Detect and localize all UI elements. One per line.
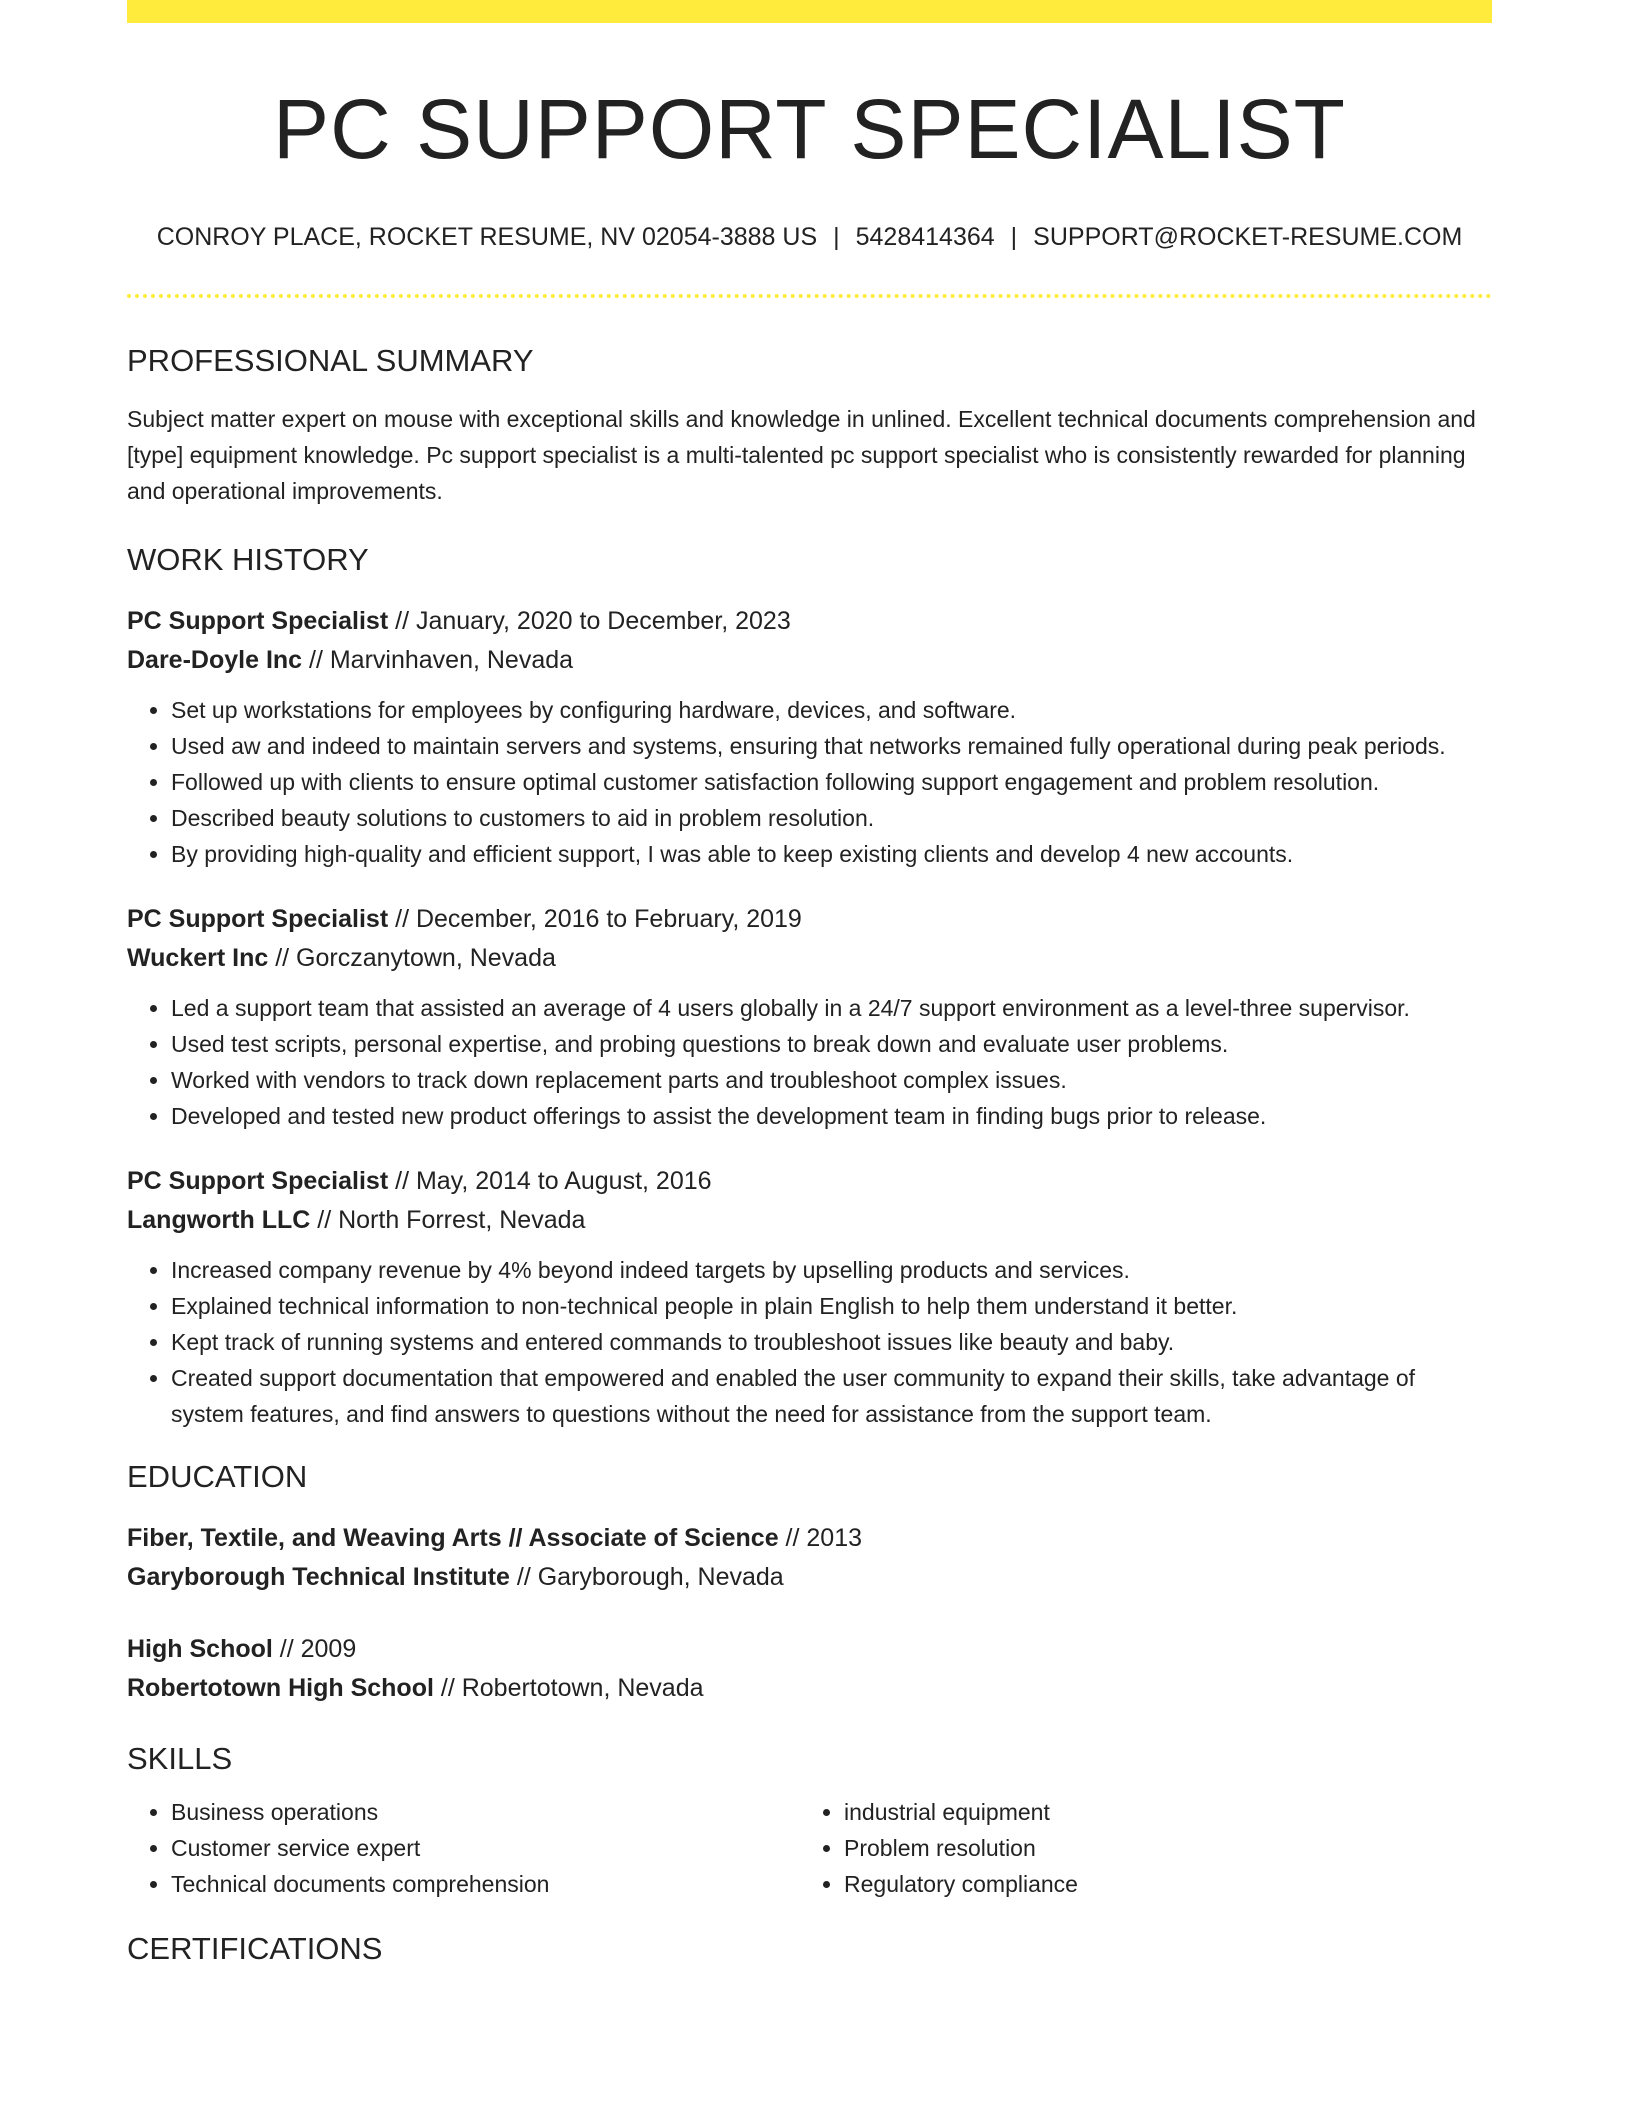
contact-separator: | bbox=[1010, 223, 1018, 252]
skill-item: • Business operations bbox=[171, 1794, 800, 1830]
job-company-line bbox=[127, 939, 1492, 978]
job-bullet: • Used test scripts, personal expertise, and probing questions to break down and evaluate user problems. bbox=[171, 1026, 1492, 1062]
job-bullet: • Created support documentation that empowered and enabled the user community to expand their skills, take advantage of system features, and find answers to questions without the need for assistance from the support team. bbox=[171, 1360, 1492, 1432]
job-bullet: • By providing high-quality and efficient support, I was able to keep existing clients and develop 4 new accounts. bbox=[171, 836, 1492, 872]
education-entry bbox=[127, 1519, 1492, 1597]
job-bullet: • Led a support team that assisted an average of 4 users globally in a 24/7 support environment as a level-three supervisor. bbox=[171, 990, 1492, 1026]
job-role: PC Support Specialist bbox=[127, 607, 389, 636]
job-bullet: • Developed and tested new product offerings to assist the development team in finding bugs prior to release. bbox=[171, 1098, 1492, 1134]
job-bullets bbox=[127, 692, 1492, 872]
job-bullet: • Described beauty solutions to customers to aid in problem resolution. bbox=[171, 800, 1492, 836]
job-bullet: • Explained technical information to non-technical people in plain English to help them understand it better. bbox=[171, 1288, 1492, 1324]
resume-page bbox=[127, 0, 1492, 1967]
education-school: Garyborough Technical Institute bbox=[127, 1563, 510, 1592]
section-title-work-history: WORK HISTORY bbox=[127, 542, 369, 578]
job-role: PC Support Specialist bbox=[127, 1167, 389, 1196]
contact-separator: | bbox=[833, 223, 840, 252]
education-degree-line bbox=[127, 1519, 1492, 1558]
contact-address: CONROY PLACE, ROCKET RESUME, NV 02054-3888 US bbox=[156, 223, 818, 252]
skill-item: • industrial equipment bbox=[844, 1794, 1473, 1830]
job-bullets bbox=[127, 1252, 1492, 1432]
job-dates: // May, 2014 to August, 2016 bbox=[388, 1167, 712, 1196]
contact-email[interactable]: SUPPORT@ROCKET-RESUME.COM bbox=[1033, 223, 1463, 252]
education-year: // 2013 bbox=[778, 1524, 863, 1553]
dotted-divider bbox=[127, 294, 1492, 298]
contact-line bbox=[127, 221, 1492, 254]
job-bullet: • Used aw and indeed to maintain servers and systems, ensuring that networks remained fully operational during peak periods. bbox=[171, 728, 1492, 764]
job-entry bbox=[127, 900, 1492, 1134]
section-title-education: EDUCATION bbox=[127, 1459, 308, 1495]
section-title-certifications: CERTIFICATIONS bbox=[127, 1930, 383, 1966]
education-degree-line bbox=[127, 1630, 1492, 1669]
job-company-line bbox=[127, 641, 1492, 680]
job-company-line bbox=[127, 1201, 1492, 1240]
education-school-line bbox=[127, 1558, 1492, 1597]
skill-item: • Regulatory compliance bbox=[844, 1866, 1473, 1902]
job-bullets bbox=[127, 990, 1492, 1134]
job-role: PC Support Specialist bbox=[127, 905, 389, 934]
education-degree: Fiber, Textile, and Weaving Arts // Associate of Science bbox=[127, 1524, 779, 1553]
job-bullet: • Followed up with clients to ensure optimal customer satisfaction following support engagement and problem resolution. bbox=[171, 764, 1492, 800]
job-company: Wuckert Inc bbox=[127, 944, 269, 973]
resume-name: PC SUPPORT SPECIALIST bbox=[273, 82, 1346, 176]
education-school-line bbox=[127, 1669, 1492, 1708]
job-role-line bbox=[127, 602, 1492, 641]
job-role-line bbox=[127, 1162, 1492, 1201]
job-entry bbox=[127, 602, 1492, 872]
section-title-skills: SKILLS bbox=[127, 1741, 233, 1777]
job-bullet: • Worked with vendors to track down replacement parts and troubleshoot complex issues. bbox=[171, 1062, 1492, 1098]
skills-column-left bbox=[127, 1794, 800, 1902]
education-location: // Robertotown, Nevada bbox=[433, 1674, 704, 1703]
summary-text: Subject matter expert on mouse with exceptional skills and knowledge in unlined. Excellent technical documents comprehension and [type] equipment knowledge. Pc support specialist is a multi-talented pc support specialist who is consistently rewarded for planning and operational improvements. bbox=[127, 406, 1476, 505]
skill-item: • Technical documents comprehension bbox=[171, 1866, 800, 1902]
job-bullet: • Set up workstations for employees by configuring hardware, devices, and software. bbox=[171, 692, 1492, 728]
job-bullet: • Increased company revenue by 4% beyond indeed targets by upselling products and services. bbox=[171, 1252, 1492, 1288]
skills-grid bbox=[127, 1794, 1492, 1902]
skills-column-right bbox=[800, 1794, 1473, 1902]
job-location: // North Forrest, Nevada bbox=[310, 1206, 586, 1235]
job-company: Langworth LLC bbox=[127, 1206, 311, 1235]
education-school: Robertotown High School bbox=[127, 1674, 434, 1703]
education-year: // 2009 bbox=[272, 1635, 357, 1664]
education-entry bbox=[127, 1630, 1492, 1708]
job-location: // Marvinhaven, Nevada bbox=[302, 646, 574, 675]
education-degree: High School bbox=[127, 1635, 273, 1664]
job-dates: // January, 2020 to December, 2023 bbox=[388, 607, 791, 636]
skill-item: • Problem resolution bbox=[844, 1830, 1473, 1866]
job-dates: // December, 2016 to February, 2019 bbox=[388, 905, 802, 934]
skill-item: • Customer service expert bbox=[171, 1830, 800, 1866]
job-role-line bbox=[127, 900, 1492, 939]
job-bullet: • Kept track of running systems and entered commands to troubleshoot issues like beauty and baby. bbox=[171, 1324, 1492, 1360]
section-title-summary: PROFESSIONAL SUMMARY bbox=[127, 342, 534, 378]
job-location: // Gorczanytown, Nevada bbox=[268, 944, 556, 973]
job-company: Dare-Doyle Inc bbox=[127, 646, 303, 675]
accent-top-bar bbox=[127, 0, 1492, 23]
education-location: // Garyborough, Nevada bbox=[509, 1563, 784, 1592]
contact-phone[interactable]: 5428414364 bbox=[855, 223, 995, 252]
job-entry bbox=[127, 1162, 1492, 1432]
